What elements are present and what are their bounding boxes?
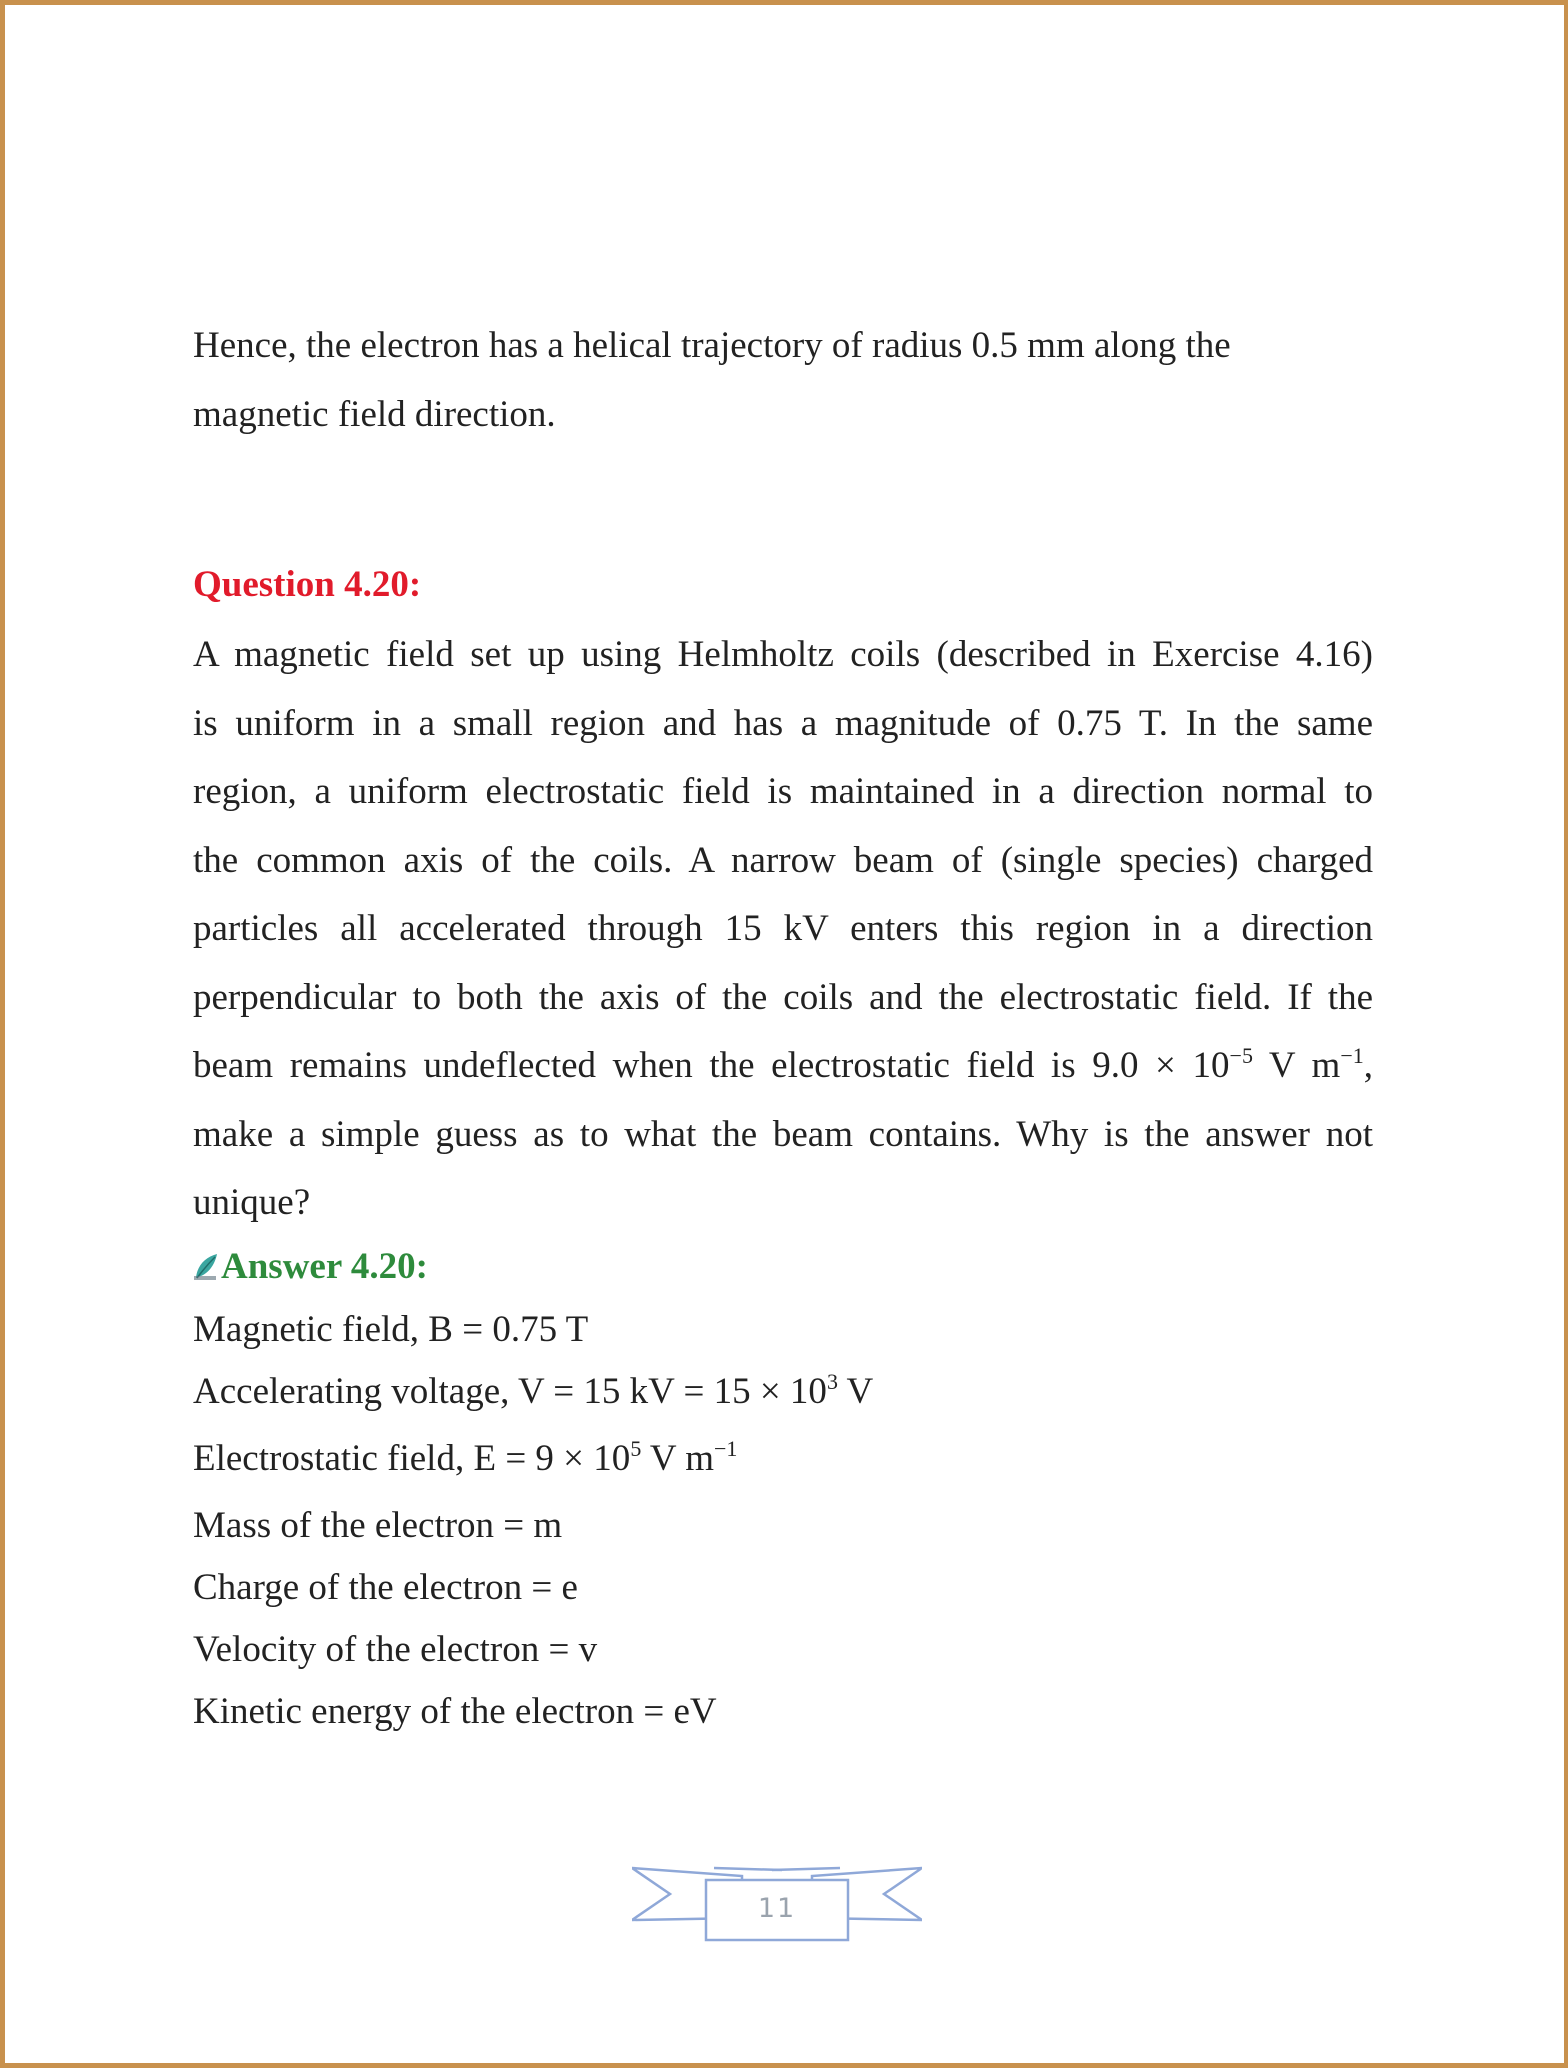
- question-line-2: is uniform in a small region and has a magnitude of 0.75 T. In the same: [193, 702, 1373, 744]
- q7-text-b: V m: [1252, 1045, 1341, 1086]
- efield-text: Electrostatic field, E = 9 × 10: [193, 1438, 631, 1479]
- intro-line-2: magnetic field direction.: [193, 393, 556, 435]
- intro-line-1: Hence, the electron has a helical trajectory of radius 0.5 mm along the: [193, 325, 1231, 366]
- question-line-3: region, a uniform electrostatic field is maintained in a direction normal to: [193, 771, 1373, 812]
- question-line-8: make a simple guess as to what the beam contains. Why is the answer not: [193, 1113, 1373, 1155]
- intro-paragraph: [193, 312, 1373, 449]
- answer-efield: [193, 1437, 737, 1480]
- answer-charge: Charge of the electron = e: [193, 1567, 578, 1608]
- answer-mass: Mass of the electron = m: [193, 1505, 563, 1546]
- question-line-4: the common axis of the coils. A narrow beam of (single species) charged: [193, 839, 1373, 881]
- question-line-5: particles all accelerated through 15 kV enters this region in a direction: [193, 908, 1373, 949]
- q7-exp-2: −1: [1340, 1043, 1364, 1068]
- voltage-unit: V: [837, 1371, 874, 1412]
- answer-velocity: Velocity of the electron = v: [193, 1629, 598, 1670]
- question-line-7: [193, 1032, 1373, 1101]
- q7-text-a: beam remains undeflected when the electrostatic field is 9.0 × 10: [193, 1045, 1230, 1086]
- leaf-icon: [193, 1252, 219, 1282]
- answer-heading-text: Answer 4.20:: [221, 1246, 428, 1287]
- efield-exp: 5: [630, 1436, 642, 1461]
- page-number: 11: [757, 1893, 797, 1924]
- efield-exp-2: −1: [713, 1436, 738, 1461]
- voltage-text: Accelerating voltage, V = 15 kV = 15 × 10: [193, 1371, 827, 1412]
- question-line-1: A magnetic field set up using Helmholtz coils (described in Exercise 4.16): [193, 634, 1373, 675]
- q7-exp-1: −5: [1229, 1043, 1253, 1068]
- q7-text-c: ,: [1363, 1045, 1373, 1086]
- answer-heading: [193, 1245, 428, 1288]
- question-heading: Question 4.20:: [193, 564, 422, 605]
- page-number-ribbon: [632, 1862, 922, 1948]
- question-line-9: unique?: [193, 1182, 311, 1223]
- question-line-6: perpendicular to both the axis of the coils and the electrostatic field. If the: [193, 976, 1373, 1018]
- voltage-exp: 3: [826, 1369, 838, 1394]
- question-body: [193, 621, 1373, 1238]
- answer-kinetic: Kinetic energy of the electron = eV: [193, 1691, 717, 1732]
- efield-unit: V m: [641, 1438, 714, 1479]
- answer-voltage: [193, 1370, 873, 1413]
- answer-magnetic-field: Magnetic field, B = 0.75 T: [193, 1309, 589, 1350]
